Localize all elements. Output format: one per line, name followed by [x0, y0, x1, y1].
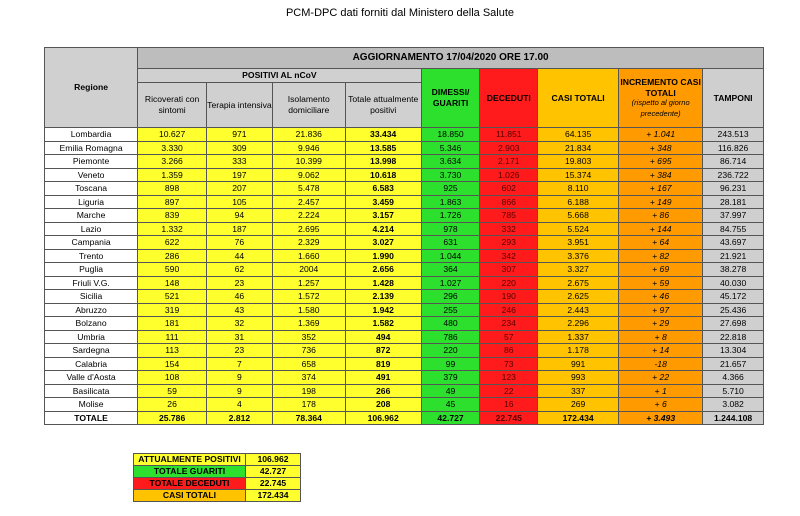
cell-region: Puglia	[45, 263, 138, 277]
cell-incremento: + 149	[619, 195, 703, 209]
cell-casi: 2.296	[538, 317, 619, 331]
cell-casi: 269	[538, 398, 619, 412]
cell-tamponi: 37.997	[703, 209, 764, 223]
cell-incremento: + 695	[619, 155, 703, 169]
cell-dimessi: 379	[421, 371, 480, 385]
table-row	[45, 303, 764, 317]
cell-casi: 172.434	[538, 411, 619, 425]
cell-tamponi: 27.698	[703, 317, 764, 331]
cell-deceduti: 602	[480, 182, 538, 196]
header-region: Regione	[45, 48, 138, 128]
table-row	[45, 344, 764, 358]
cell-incremento: + 22	[619, 371, 703, 385]
cell-casi: 15.374	[538, 168, 619, 182]
cell-ricoverati: 622	[138, 236, 207, 250]
cell-deceduti: 220	[480, 276, 538, 290]
cell-tamponi: 13.304	[703, 344, 764, 358]
table-row	[45, 263, 764, 277]
cell-deceduti: 11.851	[480, 128, 538, 142]
total-row	[45, 411, 764, 425]
cell-ricoverati: 839	[138, 209, 207, 223]
cell-dimessi: 5.346	[421, 141, 480, 155]
cell-incremento: + 69	[619, 263, 703, 277]
cell-dimessi: 1.726	[421, 209, 480, 223]
cell-isolamento: 198	[272, 384, 345, 398]
cell-casi: 64.135	[538, 128, 619, 142]
update-timestamp: AGGIORNAMENTO 17/04/2020 ORE 17.00	[138, 48, 764, 69]
cell-isolamento: 1.572	[272, 290, 345, 304]
cell-tamponi: 86.714	[703, 155, 764, 169]
cell-deceduti: 234	[480, 317, 538, 331]
cell-dimessi: 978	[421, 222, 480, 236]
cell-incremento: + 46	[619, 290, 703, 304]
cell-incremento: -18	[619, 357, 703, 371]
cell-isolamento: 2004	[272, 263, 345, 277]
cell-isolamento: 352	[272, 330, 345, 344]
cell-terapia: 4	[207, 398, 273, 412]
cell-isolamento: 9.062	[272, 168, 345, 182]
cell-deceduti: 332	[480, 222, 538, 236]
header-deceduti: DECEDUTI	[480, 69, 538, 128]
cell-casi: 337	[538, 384, 619, 398]
cell-terapia: 187	[207, 222, 273, 236]
table-row	[45, 276, 764, 290]
cell-ricoverati: 113	[138, 344, 207, 358]
cell-totale: 1.582	[345, 317, 421, 331]
cell-tamponi: 243.513	[703, 128, 764, 142]
cell-totale: 491	[345, 371, 421, 385]
summary-value: 22.745	[246, 478, 301, 490]
cell-tamponi: 3.082	[703, 398, 764, 412]
table-row	[45, 290, 764, 304]
cell-totale: 872	[345, 344, 421, 358]
table-row	[45, 141, 764, 155]
table-row	[45, 236, 764, 250]
cell-terapia: 207	[207, 182, 273, 196]
cell-isolamento: 658	[272, 357, 345, 371]
summary-row	[134, 478, 301, 490]
cell-terapia: 105	[207, 195, 273, 209]
cell-ricoverati: 154	[138, 357, 207, 371]
cell-isolamento: 1.257	[272, 276, 345, 290]
cell-incremento: + 29	[619, 317, 703, 331]
cell-deceduti: 190	[480, 290, 538, 304]
cell-dimessi: 45	[421, 398, 480, 412]
cell-incremento: + 1.041	[619, 128, 703, 142]
header-casi-totali: CASI TOTALI	[538, 69, 619, 128]
cell-dimessi: 42.727	[421, 411, 480, 425]
cell-dimessi: 49	[421, 384, 480, 398]
cell-terapia: 76	[207, 236, 273, 250]
cell-terapia: 62	[207, 263, 273, 277]
cell-deceduti: 22	[480, 384, 538, 398]
table-row	[45, 249, 764, 263]
table-row	[45, 357, 764, 371]
cell-totale: 494	[345, 330, 421, 344]
cell-incremento: + 3.493	[619, 411, 703, 425]
header-incremento-label: INCREMENTO CASI TOTALI	[620, 77, 701, 98]
cell-ricoverati: 3.330	[138, 141, 207, 155]
summary-row	[134, 454, 301, 466]
cell-ricoverati: 26	[138, 398, 207, 412]
cell-dimessi: 786	[421, 330, 480, 344]
cell-dimessi: 255	[421, 303, 480, 317]
cell-ricoverati: 148	[138, 276, 207, 290]
cell-terapia: 197	[207, 168, 273, 182]
cell-terapia: 94	[207, 209, 273, 223]
cell-totale: 266	[345, 384, 421, 398]
cell-ricoverati: 521	[138, 290, 207, 304]
table-row	[45, 398, 764, 412]
cell-incremento: + 86	[619, 209, 703, 223]
cell-deceduti: 307	[480, 263, 538, 277]
cell-totale: 1.990	[345, 249, 421, 263]
cell-dimessi: 3.634	[421, 155, 480, 169]
header-isolamento: Isolamento domiciliare	[272, 83, 345, 128]
table-row	[45, 195, 764, 209]
cell-ricoverati: 59	[138, 384, 207, 398]
summary-label: TOTALE DECEDUTI	[134, 478, 246, 490]
cell-ricoverati: 1.359	[138, 168, 207, 182]
cell-terapia: 333	[207, 155, 273, 169]
table-row	[45, 371, 764, 385]
cell-region: Bolzano	[45, 317, 138, 331]
cell-deceduti: 1.026	[480, 168, 538, 182]
table-row	[45, 182, 764, 196]
cell-casi: 8.110	[538, 182, 619, 196]
cell-casi: 2.675	[538, 276, 619, 290]
cell-ricoverati: 897	[138, 195, 207, 209]
cell-tamponi: 96.231	[703, 182, 764, 196]
cell-terapia: 43	[207, 303, 273, 317]
cell-casi: 5.668	[538, 209, 619, 223]
cell-dimessi: 631	[421, 236, 480, 250]
cell-deceduti: 246	[480, 303, 538, 317]
cell-ricoverati: 111	[138, 330, 207, 344]
cell-isolamento: 1.369	[272, 317, 345, 331]
cell-region: Emilia Romagna	[45, 141, 138, 155]
cell-ricoverati: 590	[138, 263, 207, 277]
summary-label: ATTUALMENTE POSITIVI	[134, 454, 246, 466]
cell-dimessi: 18.850	[421, 128, 480, 142]
cell-isolamento: 21.836	[272, 128, 345, 142]
table-row	[45, 222, 764, 236]
cell-ricoverati: 108	[138, 371, 207, 385]
cell-isolamento: 10.399	[272, 155, 345, 169]
cell-deceduti: 785	[480, 209, 538, 223]
cell-totale: 819	[345, 357, 421, 371]
cell-terapia: 9	[207, 371, 273, 385]
summary-value: 172.434	[246, 490, 301, 502]
cell-tamponi: 5.710	[703, 384, 764, 398]
summary-label: TOTALE GUARITI	[134, 466, 246, 478]
cell-casi: 19.803	[538, 155, 619, 169]
cell-incremento: + 384	[619, 168, 703, 182]
cell-incremento: + 348	[619, 141, 703, 155]
cell-totale: 1.428	[345, 276, 421, 290]
cell-region: Calabria	[45, 357, 138, 371]
cell-ricoverati: 898	[138, 182, 207, 196]
cell-isolamento: 178	[272, 398, 345, 412]
cell-tamponi: 40.030	[703, 276, 764, 290]
cell-casi: 6.188	[538, 195, 619, 209]
header-dimessi: DIMESSI/ GUARITI	[421, 69, 480, 128]
cell-dimessi: 3.730	[421, 168, 480, 182]
table-row	[45, 330, 764, 344]
cell-deceduti: 123	[480, 371, 538, 385]
cell-ricoverati: 319	[138, 303, 207, 317]
cell-deceduti: 342	[480, 249, 538, 263]
cell-dimessi: 925	[421, 182, 480, 196]
document-title: PCM-DPC dati forniti dal Ministero della Salute	[285, 7, 515, 19]
cell-tamponi: 43.697	[703, 236, 764, 250]
cell-region: Umbria	[45, 330, 138, 344]
cell-isolamento: 5.478	[272, 182, 345, 196]
cell-deceduti: 293	[480, 236, 538, 250]
cell-deceduti: 16	[480, 398, 538, 412]
cell-tamponi: 45.172	[703, 290, 764, 304]
cell-terapia: 23	[207, 344, 273, 358]
cell-dimessi: 1.044	[421, 249, 480, 263]
cell-casi: 991	[538, 357, 619, 371]
cell-tamponi: 28.181	[703, 195, 764, 209]
cell-tamponi: 1.244.108	[703, 411, 764, 425]
header-incremento-note: (rispetto al giorno precedente)	[631, 98, 690, 118]
cell-deceduti: 2.903	[480, 141, 538, 155]
table-body	[45, 128, 764, 425]
cell-incremento: + 8	[619, 330, 703, 344]
cell-incremento: + 167	[619, 182, 703, 196]
cell-isolamento: 374	[272, 371, 345, 385]
cell-totale: 13.998	[345, 155, 421, 169]
cell-casi: 2.625	[538, 290, 619, 304]
cell-isolamento: 2.224	[272, 209, 345, 223]
cell-dimessi: 364	[421, 263, 480, 277]
cell-casi: 3.327	[538, 263, 619, 277]
cell-region: Abruzzo	[45, 303, 138, 317]
cell-ricoverati: 10.627	[138, 128, 207, 142]
cell-totale: 3.157	[345, 209, 421, 223]
cell-isolamento: 1.580	[272, 303, 345, 317]
cell-dimessi: 1.027	[421, 276, 480, 290]
cell-region: Toscana	[45, 182, 138, 196]
cell-casi: 2.443	[538, 303, 619, 317]
cell-dimessi: 1.863	[421, 195, 480, 209]
cell-region: Sicilia	[45, 290, 138, 304]
cell-casi: 3.951	[538, 236, 619, 250]
cell-totale: 10.618	[345, 168, 421, 182]
cell-tamponi: 21.657	[703, 357, 764, 371]
cell-isolamento: 2.695	[272, 222, 345, 236]
header-ricoverati: Ricoverati con sintomi	[138, 83, 207, 128]
cell-totale: 3.027	[345, 236, 421, 250]
cell-dimessi: 220	[421, 344, 480, 358]
cell-incremento: + 82	[619, 249, 703, 263]
cell-region: Valle d'Aosta	[45, 371, 138, 385]
cell-casi: 3.376	[538, 249, 619, 263]
cell-dimessi: 296	[421, 290, 480, 304]
summary-table	[133, 453, 301, 502]
cell-tamponi: 21.921	[703, 249, 764, 263]
cell-region: Marche	[45, 209, 138, 223]
cell-incremento: + 144	[619, 222, 703, 236]
cell-region: Basilicata	[45, 384, 138, 398]
header-incremento	[619, 69, 703, 128]
cell-region: Sardegna	[45, 344, 138, 358]
header-tamponi: TAMPONI	[703, 69, 764, 128]
cell-deceduti: 73	[480, 357, 538, 371]
summary-value: 42.727	[246, 466, 301, 478]
header-positivi-group: POSITIVI AL nCoV	[138, 69, 422, 83]
cell-region: Molise	[45, 398, 138, 412]
cell-region: Lombardia	[45, 128, 138, 142]
cell-ricoverati: 181	[138, 317, 207, 331]
cell-totale: 4.214	[345, 222, 421, 236]
cell-tamponi: 22.818	[703, 330, 764, 344]
cell-tamponi: 116.826	[703, 141, 764, 155]
cell-deceduti: 57	[480, 330, 538, 344]
cell-region: Piemonte	[45, 155, 138, 169]
cell-isolamento: 9.946	[272, 141, 345, 155]
summary-value: 106.962	[246, 454, 301, 466]
header-totale-positivi: Totale attualmente positivi	[345, 83, 421, 128]
cell-deceduti: 866	[480, 195, 538, 209]
cell-deceduti: 22.745	[480, 411, 538, 425]
cell-incremento: + 59	[619, 276, 703, 290]
cell-ricoverati: 286	[138, 249, 207, 263]
cell-terapia: 32	[207, 317, 273, 331]
cell-totale: 2.139	[345, 290, 421, 304]
cell-region: Veneto	[45, 168, 138, 182]
cell-terapia: 46	[207, 290, 273, 304]
cell-terapia: 23	[207, 276, 273, 290]
cell-region: Liguria	[45, 195, 138, 209]
cell-isolamento: 78.364	[272, 411, 345, 425]
cell-isolamento: 1.660	[272, 249, 345, 263]
cell-totale: 13.585	[345, 141, 421, 155]
cell-region: Lazio	[45, 222, 138, 236]
cell-tamponi: 38.278	[703, 263, 764, 277]
table-row	[45, 155, 764, 169]
cell-incremento: + 6	[619, 398, 703, 412]
cell-dimessi: 99	[421, 357, 480, 371]
summary-row	[134, 490, 301, 502]
cell-casi: 993	[538, 371, 619, 385]
cell-terapia: 9	[207, 384, 273, 398]
cell-totale: 3.459	[345, 195, 421, 209]
cell-terapia: 7	[207, 357, 273, 371]
summary-row	[134, 466, 301, 478]
cell-region: Trento	[45, 249, 138, 263]
cell-ricoverati: 1.332	[138, 222, 207, 236]
summary-label: CASI TOTALI	[134, 490, 246, 502]
cell-terapia: 971	[207, 128, 273, 142]
cell-totale: 208	[345, 398, 421, 412]
table-row	[45, 209, 764, 223]
cell-ricoverati: 25.786	[138, 411, 207, 425]
table-row	[45, 384, 764, 398]
covid-regional-table	[44, 47, 764, 425]
cell-totale: 1.942	[345, 303, 421, 317]
cell-isolamento: 2.457	[272, 195, 345, 209]
cell-incremento: + 97	[619, 303, 703, 317]
cell-totale: 33.434	[345, 128, 421, 142]
table-row	[45, 317, 764, 331]
cell-dimessi: 480	[421, 317, 480, 331]
cell-isolamento: 2.329	[272, 236, 345, 250]
cell-deceduti: 86	[480, 344, 538, 358]
cell-terapia: 31	[207, 330, 273, 344]
table-row	[45, 128, 764, 142]
cell-ricoverati: 3.266	[138, 155, 207, 169]
cell-isolamento: 736	[272, 344, 345, 358]
cell-totale: 106.962	[345, 411, 421, 425]
cell-tamponi: 84.755	[703, 222, 764, 236]
cell-terapia: 309	[207, 141, 273, 155]
cell-totale: 6.583	[345, 182, 421, 196]
cell-region: TOTALE	[45, 411, 138, 425]
cell-incremento: + 1	[619, 384, 703, 398]
cell-totale: 2.656	[345, 263, 421, 277]
cell-casi: 1.337	[538, 330, 619, 344]
cell-region: Campania	[45, 236, 138, 250]
cell-tamponi: 4.366	[703, 371, 764, 385]
cell-terapia: 2.812	[207, 411, 273, 425]
header-terapia: Terapia intensiva	[207, 83, 273, 128]
cell-casi: 5.524	[538, 222, 619, 236]
cell-incremento: + 14	[619, 344, 703, 358]
cell-casi: 21.834	[538, 141, 619, 155]
cell-terapia: 44	[207, 249, 273, 263]
cell-tamponi: 25.436	[703, 303, 764, 317]
cell-deceduti: 2.171	[480, 155, 538, 169]
cell-casi: 1.178	[538, 344, 619, 358]
cell-incremento: + 64	[619, 236, 703, 250]
cell-tamponi: 236.722	[703, 168, 764, 182]
cell-region: Friuli V.G.	[45, 276, 138, 290]
table-row	[45, 168, 764, 182]
